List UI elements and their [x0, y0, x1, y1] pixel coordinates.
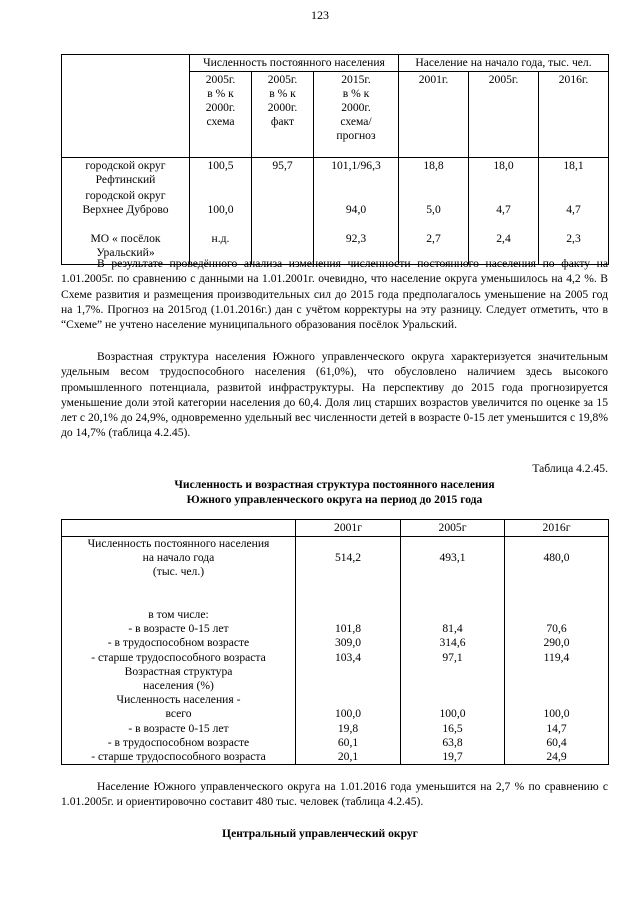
cell: 92,3 [314, 218, 399, 265]
header-cell: 2005г [401, 520, 505, 537]
cell: 70,6 [505, 622, 609, 636]
row-label: (тыс. чел.) [62, 565, 296, 579]
cell: 100,0 [401, 707, 505, 721]
table-row [62, 693, 609, 707]
cell: 97,1 [401, 651, 505, 665]
header-cell: 2016г [505, 520, 609, 537]
cell [401, 580, 505, 594]
cell: 5,0 [399, 188, 469, 218]
cell: 514,2 [296, 551, 401, 565]
population-change-table [61, 54, 609, 265]
cell: 19,7 [401, 750, 505, 765]
row-label: - в возрасте 0-15 лет [62, 722, 296, 736]
cell: 2,4 [469, 218, 539, 265]
table1-group-header: Население на начало года, тыс. чел. [399, 55, 609, 72]
table-row [62, 158, 609, 189]
table-row [62, 707, 609, 721]
cell [401, 565, 505, 579]
cell [505, 693, 609, 707]
cell [401, 594, 505, 608]
cell [296, 608, 401, 622]
paragraph-text: В результате проведённого анализа изменения численности постоянного населения по факту на 1.01.2005г. по сравнению с данными на 1.01.2001г. очевидно, что население округа уменьшилось на 4,2 %. В Схеме развития и размещения производительных сил до 2015 года предполагалось уменьшение на 2005 год на 1,7%. Прогноз на 2015год (1.01.2016г.) дан с учётом корректуры на эту разницу. Следует отметить, что в “Схеме” не учтено население муниципального образования посёлок Уральский. [61, 257, 608, 332]
cell: 14,7 [505, 722, 609, 736]
cell: 2,3 [539, 218, 609, 265]
table1-subheader: 2016г. [539, 72, 609, 158]
section-heading: Центральный управленческий округ [222, 827, 418, 840]
table-row [62, 580, 609, 594]
row-label: в том числе: [62, 608, 296, 622]
row-label: населения (%) [62, 679, 296, 693]
cell: 4,7 [469, 188, 539, 218]
cell [296, 565, 401, 579]
cell: 101,8 [296, 622, 401, 636]
cell: 2,7 [399, 218, 469, 265]
cell: 119,4 [505, 651, 609, 665]
table-row [62, 736, 609, 750]
row-label: - в трудоспособном возрасте [62, 636, 296, 650]
cell: 81,4 [401, 622, 505, 636]
table-row [62, 594, 609, 608]
row-name: МО « посёлок Уральский» [62, 218, 190, 265]
table-label: Таблица 4.2.45. [532, 462, 608, 475]
table-row [62, 608, 609, 622]
table-row [62, 188, 609, 218]
cell [505, 580, 609, 594]
row-name: городской округ Рефтинский [62, 158, 190, 189]
cell: 493,1 [401, 551, 505, 565]
cell [505, 608, 609, 622]
table-row [62, 565, 609, 579]
table-row [62, 636, 609, 650]
table-row [62, 679, 609, 693]
row-name: городской округ Верхнее Дуброво [62, 188, 190, 218]
cell: 95,7 [252, 158, 314, 189]
row-label: Численность населения - [62, 693, 296, 707]
table1-subheader: 2015г. в % к 2000г. схема/ прогноз [314, 72, 399, 158]
cell: 24,9 [505, 750, 609, 765]
table1-group-header: Численность постоянного населения [190, 55, 399, 72]
cell [296, 580, 401, 594]
paragraph-forecast [61, 779, 608, 810]
row-label: - в возрасте 0-15 лет [62, 622, 296, 636]
cell: 309,0 [296, 636, 401, 650]
table1-corner-cell [62, 55, 190, 158]
cell: 19,8 [296, 722, 401, 736]
paragraph-text: Возрастная структура населения Южного управленческого округа характеризуется значительным удельным весом трудоспособного населения (61,0%), что обусловлено наличием здесь высокого промышленного потенциала, развитой инфраструктуры. На перспективу до 2015 года прогнозируется уменьшение доли этой категории населения до 60,4. Доля лиц старших возрастов увеличится по оценке за 15 лет с 20,1% до 24,9%, одновременно удельный вес численности детей в возрасте 0-15 лет уменьшится с 19,8% до 14,7% (таблица 4.2.45). [61, 350, 608, 440]
cell [296, 693, 401, 707]
cell: 100,0 [505, 707, 609, 721]
cell [252, 188, 314, 218]
paragraph-population-analysis [61, 256, 608, 332]
header-cell [62, 520, 296, 537]
table1-subheader: 2005г. в % к 2000г. схема [190, 72, 252, 158]
row-label: Численность постоянного населения [62, 537, 296, 552]
row-label: - старше трудоспособного возраста [62, 651, 296, 665]
row-label: - старше трудоспособного возраста [62, 750, 296, 765]
cell [505, 665, 609, 679]
cell [505, 679, 609, 693]
table1-subheader: 2001г. [399, 72, 469, 158]
cell [401, 665, 505, 679]
cell: 290,0 [505, 636, 609, 650]
row-label: Возрастная структура [62, 665, 296, 679]
cell [296, 594, 401, 608]
cell: 16,5 [401, 722, 505, 736]
cell: 100,5 [190, 158, 252, 189]
cell: 94,0 [314, 188, 399, 218]
header-cell: 2001г [296, 520, 401, 537]
table-row [62, 651, 609, 665]
cell: 60,4 [505, 736, 609, 750]
cell: 100,0 [190, 188, 252, 218]
table-row [62, 665, 609, 679]
cell [401, 679, 505, 693]
cell: 100,0 [296, 707, 401, 721]
cell [401, 608, 505, 622]
cell: 103,4 [296, 651, 401, 665]
cell: 18,0 [469, 158, 539, 189]
cell [505, 537, 609, 552]
cell [296, 665, 401, 679]
cell: 314,6 [401, 636, 505, 650]
table1-subheader: 2005г. [469, 72, 539, 158]
table-row [62, 551, 609, 565]
page-number: 123 [311, 8, 329, 22]
table-title: Численность и возрастная структура постоянного населения [174, 478, 495, 491]
row-label: всего [62, 707, 296, 721]
table-row [62, 750, 609, 765]
table-row [62, 722, 609, 736]
cell: 18,8 [399, 158, 469, 189]
cell: 480,0 [505, 551, 609, 565]
row-label [62, 580, 296, 594]
cell: 4,7 [539, 188, 609, 218]
paragraph-text: Население Южного управленческого округа на 1.01.2016 года уменьшится на 2,7 % по сравнению с 1.01.2005г. и ориентировочно составит 480 тыс. человек (таблица 4.2.45). [61, 780, 608, 809]
cell: 18,1 [539, 158, 609, 189]
paragraph-age-structure [61, 349, 608, 441]
cell [401, 693, 505, 707]
row-label: на начало года [62, 551, 296, 565]
cell: 101,1/96,3 [314, 158, 399, 189]
cell: н.д. [190, 218, 252, 265]
table-row [62, 622, 609, 636]
row-label: - в трудоспособном возрасте [62, 736, 296, 750]
cell: 20,1 [296, 750, 401, 765]
row-label [62, 594, 296, 608]
age-structure-table [61, 519, 609, 765]
cell: 63,8 [401, 736, 505, 750]
table1-subheader: 2005г. в % к 2000г. факт [252, 72, 314, 158]
cell: 60,1 [296, 736, 401, 750]
cell [296, 679, 401, 693]
cell [505, 565, 609, 579]
cell [505, 594, 609, 608]
cell [401, 537, 505, 552]
cell [296, 537, 401, 552]
table-row [62, 537, 609, 552]
table-title: Южного управленческого округа на период до 2015 года [186, 493, 483, 506]
